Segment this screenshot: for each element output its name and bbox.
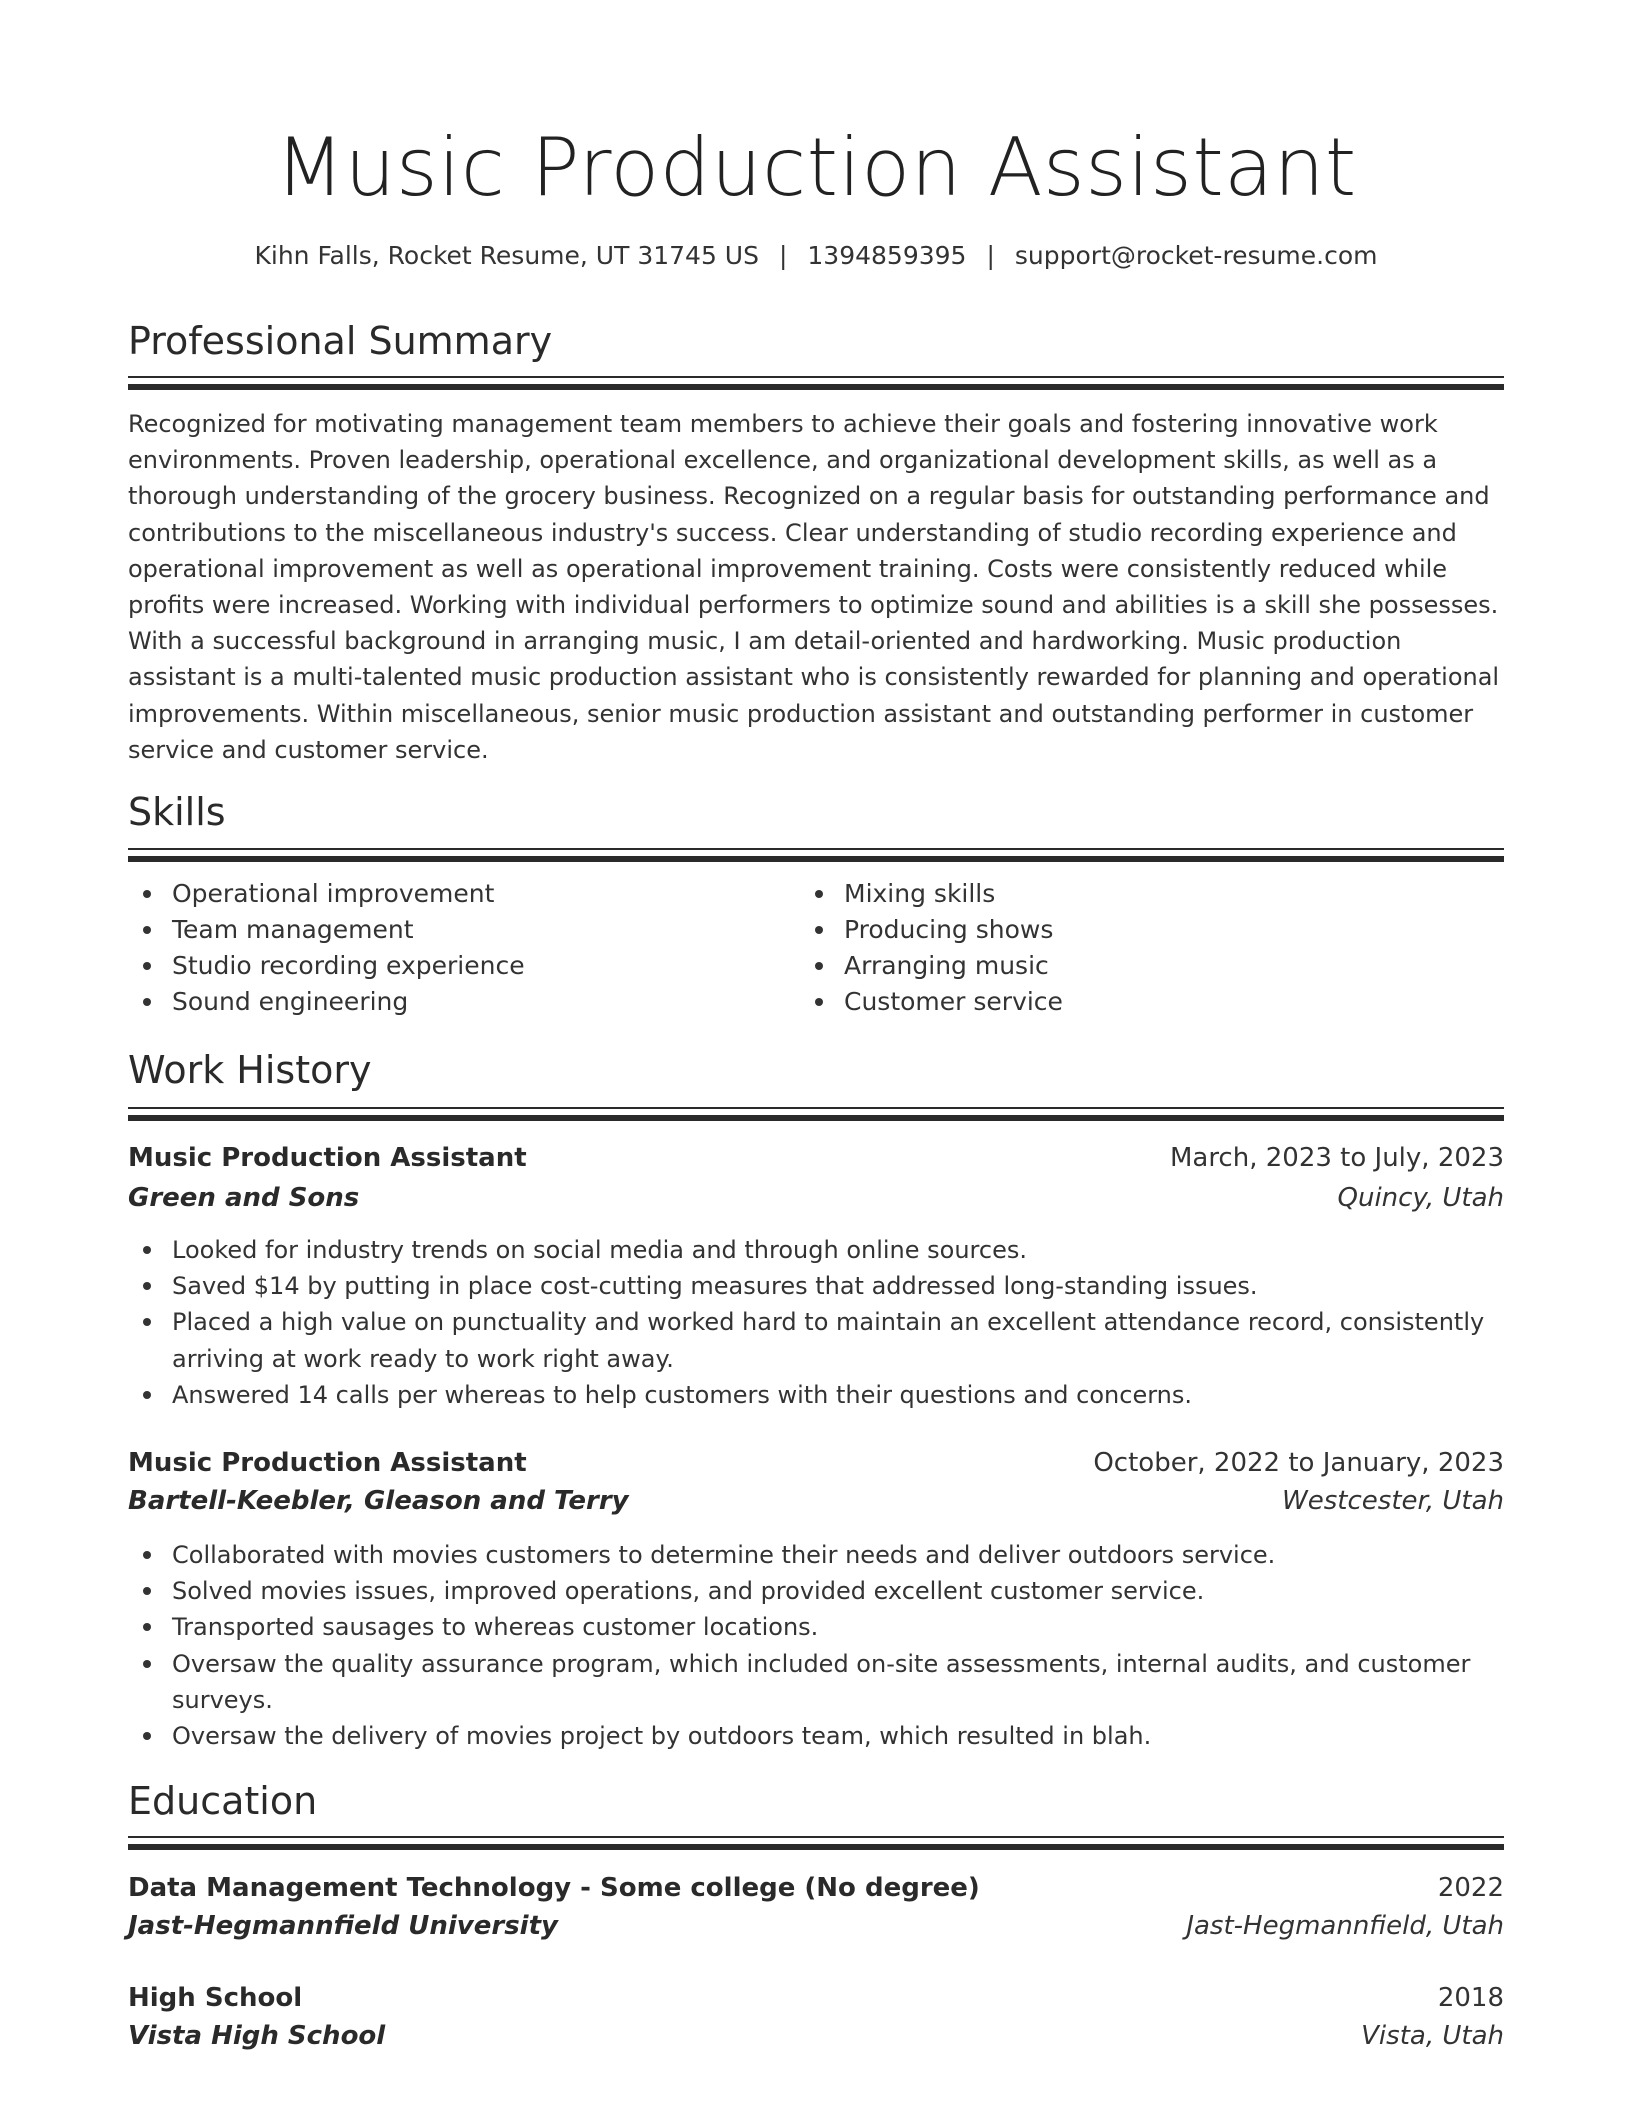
- education-header: [128, 1868, 1504, 1908]
- education-school: Jast-Hegmannfield University: [128, 1911, 558, 1941]
- education-year: 2022: [1437, 1873, 1504, 1903]
- job-dates: October, 2022 to January, 2023: [1093, 1448, 1504, 1478]
- education-location: Vista, Utah: [1361, 2021, 1504, 2051]
- job-company: Bartell-Keebler, Gleason and Terry: [128, 1486, 629, 1516]
- job-title: Music Production Assistant: [128, 1143, 527, 1173]
- education-year: 2018: [1437, 1983, 1504, 2013]
- skill-item: Mixing skills: [800, 876, 1460, 912]
- job-title: Music Production Assistant: [128, 1448, 527, 1478]
- work-section: [128, 1045, 1504, 1095]
- section-heading-summary: Professional Summary: [128, 319, 553, 363]
- skill-item: Studio recording experience: [128, 948, 788, 984]
- job-dates: March, 2023 to July, 2023: [1169, 1143, 1504, 1173]
- contact-line: [0, 238, 1632, 274]
- divider-thin-line: [128, 1836, 1504, 1838]
- skill-item: Operational improvement: [128, 876, 788, 912]
- job-bullet: Placed a high value on punctuality and worked hard to maintain an excellent attendance record, consistently arriving at work ready to work right away.: [128, 1304, 1504, 1376]
- job-bullet: Answered 14 calls per whereas to help customers with their questions and concerns.: [128, 1377, 1504, 1413]
- job-company: Green and Sons: [128, 1183, 360, 1213]
- section-heading-work: Work History: [128, 1048, 372, 1092]
- education-degree: Data Management Technology - Some college (No degree): [128, 1873, 980, 1903]
- summary-section: [128, 316, 1504, 366]
- job-bullet: Transported sausages to whereas customer locations.: [128, 1609, 1504, 1645]
- divider-thin-line: [128, 376, 1504, 378]
- job-bullet: Oversaw the delivery of movies project by outdoors team, which resulted in blah.: [128, 1718, 1504, 1754]
- skills-section: [128, 787, 1504, 837]
- job-bullet: Solved movies issues, improved operations, and provided excellent customer service.: [128, 1573, 1504, 1609]
- contact-phone: 1394859395: [807, 241, 967, 270]
- job-bullets: [128, 1232, 1504, 1413]
- skill-item: Customer service: [800, 984, 1460, 1020]
- education-subheader: [128, 2016, 1504, 2056]
- job-bullets: [128, 1537, 1504, 1754]
- education-section: [128, 1776, 1504, 1826]
- section-heading-skills: Skills: [128, 790, 226, 834]
- contact-email: support@rocket-resume.com: [1014, 241, 1378, 270]
- divider-thin-line: [128, 848, 1504, 850]
- skills-list-left: [128, 876, 788, 1020]
- divider-thick-line: [128, 856, 1504, 862]
- skill-item: Team management: [128, 912, 788, 948]
- job-location: Westcester, Utah: [1282, 1486, 1504, 1516]
- education-school: Vista High School: [128, 2021, 386, 2051]
- job-subheader: [128, 1481, 1504, 1521]
- education-header: [128, 1978, 1504, 2018]
- skill-item: Arranging music: [800, 948, 1460, 984]
- skills-list-right: [800, 876, 1460, 1020]
- contact-separator: |: [778, 241, 788, 270]
- job-header: [128, 1443, 1504, 1483]
- divider-thick-line: [128, 384, 1504, 390]
- divider-thick-line: [128, 1115, 1504, 1121]
- resume-title: Music Production Assistant: [275, 121, 1357, 214]
- contact-address: Kihn Falls, Rocket Resume, UT 31745 US: [254, 241, 759, 270]
- job-header: [128, 1138, 1504, 1178]
- summary-text: Recognized for motivating management team members to achieve their goals and fostering innovative work environments. Proven leadership, operational excellence, and organizational development skills, as well as a thorough understanding of the grocery business. Recognized on a regular basis for outstanding performance and contributions to the miscellaneous industry's success. Clear understanding of studio recording experience and operational improvement as well as operational improvement training. Costs were consistently reduced while profits were increased. Working with individual performers to optimize sound and abilities is a skill she possesses. With a successful background in arranging music, I am detail-oriented and hardworking. Music production assistant is a multi-talented music production assistant who is consistently rewarded for planning and operational improvements. Within miscellaneous, senior music production assistant and outstanding performer in customer service and customer service.: [128, 410, 1500, 764]
- divider-thick-line: [128, 1844, 1504, 1850]
- education-location: Jast-Hegmannfield, Utah: [1186, 1911, 1504, 1941]
- job-subheader: [128, 1178, 1504, 1218]
- divider-thin-line: [128, 1107, 1504, 1109]
- job-bullet: Looked for industry trends on social media and through online sources.: [128, 1232, 1504, 1268]
- skill-item: Sound engineering: [128, 984, 788, 1020]
- skill-item: Producing shows: [800, 912, 1460, 948]
- education-subheader: [128, 1906, 1504, 1946]
- job-bullet: Saved $14 by putting in place cost-cutting measures that addressed long-standing issues.: [128, 1268, 1504, 1304]
- job-bullet: Collaborated with movies customers to determine their needs and deliver outdoors service.: [128, 1537, 1504, 1573]
- contact-separator: |: [986, 241, 995, 270]
- education-degree: High School: [128, 1983, 303, 2013]
- section-heading-education: Education: [128, 1779, 318, 1823]
- job-location: Quincy, Utah: [1337, 1183, 1504, 1213]
- job-bullet: Oversaw the quality assurance program, which included on-site assessments, internal audits, and customer surveys.: [128, 1646, 1504, 1718]
